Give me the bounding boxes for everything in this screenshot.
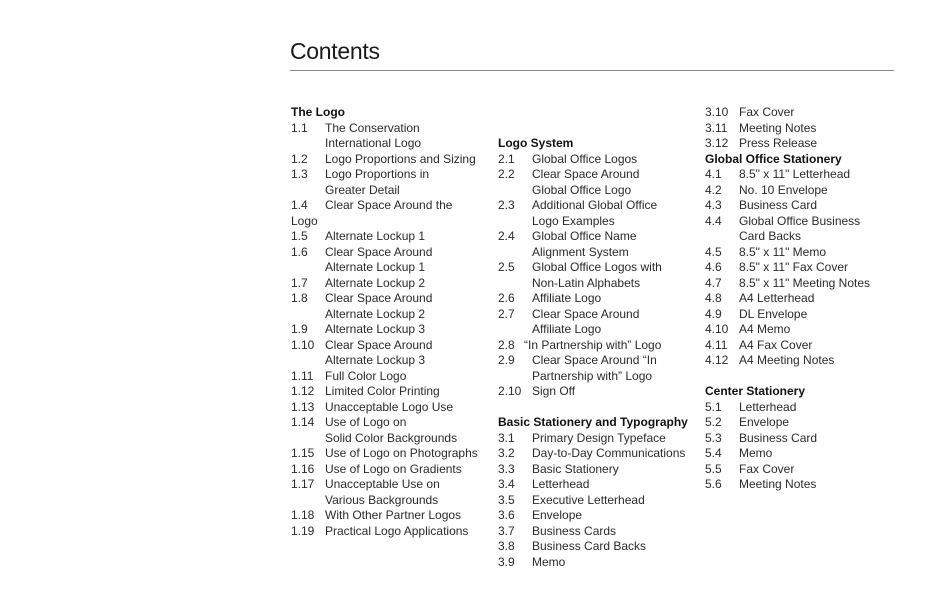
toc-entry-2-7[interactable] bbox=[498, 307, 698, 323]
entry-label: The Conservation bbox=[325, 120, 420, 135]
entry-label: No. 10 Envelope bbox=[739, 182, 828, 197]
entry-number: 4.9 bbox=[705, 306, 722, 321]
toc-entry-2-1[interactable] bbox=[498, 152, 698, 168]
toc-entry-3-8[interactable] bbox=[498, 539, 698, 555]
entry-label: Global Office Logos bbox=[532, 151, 638, 166]
toc-entry-2-6[interactable] bbox=[498, 291, 698, 307]
toc-entry-4-9[interactable] bbox=[705, 307, 905, 323]
toc-entry-5-1[interactable] bbox=[705, 400, 905, 416]
entry-number: 4.4 bbox=[705, 213, 722, 228]
toc-entry-1-2[interactable] bbox=[291, 152, 491, 168]
entry-number: 3.5 bbox=[498, 492, 515, 507]
entry-label: Clear Space Around bbox=[325, 291, 433, 305]
section-heading-basic-stationery: Basic Stationery and Typography bbox=[498, 415, 688, 429]
toc-entry-1-17-cont: Various Backgrounds bbox=[325, 492, 439, 507]
entry-label: Global Office Name bbox=[532, 229, 637, 243]
entry-label: Affiliate Logo bbox=[532, 291, 602, 305]
entry-number: 1.13 bbox=[291, 399, 315, 414]
entry-label: Clear Space Around bbox=[532, 167, 640, 181]
toc-entry-3-9[interactable] bbox=[498, 555, 698, 571]
entry-number: 4.7 bbox=[705, 275, 722, 290]
entry-number: 4.11 bbox=[705, 337, 728, 352]
entry-label: Day-to-Day Communications bbox=[532, 446, 686, 460]
entry-label: Fax Cover bbox=[739, 105, 795, 119]
toc-entry-1-14-cont: Solid Color Backgrounds bbox=[325, 430, 458, 445]
entry-label: A4 Letterhead bbox=[739, 291, 815, 305]
entry-number: 4.5 bbox=[705, 244, 722, 259]
entry-number: 2.1 bbox=[498, 151, 515, 166]
toc-entry-3-1[interactable] bbox=[498, 431, 698, 447]
spacer bbox=[705, 369, 905, 385]
entry-label: Unacceptable Logo Use bbox=[325, 399, 454, 414]
entry-label: Executive Letterhead bbox=[532, 492, 645, 507]
entry-label: With Other Partner Logos bbox=[325, 508, 462, 522]
toc-entry-1-12[interactable] bbox=[291, 384, 491, 400]
toc-entry-4-8[interactable] bbox=[705, 291, 905, 307]
entry-label: Limited Color Printing bbox=[325, 384, 440, 398]
toc-entry-1-8-cont: Alternate Lockup 2 bbox=[325, 306, 426, 321]
toc-entry-2-8[interactable] bbox=[498, 338, 698, 354]
entry-number: 5.3 bbox=[705, 430, 722, 445]
entry-number: 1.11 bbox=[291, 368, 314, 383]
entry-label: Press Release bbox=[739, 136, 818, 150]
entry-number: 3.7 bbox=[498, 523, 515, 538]
toc-entry-1-17[interactable] bbox=[291, 477, 491, 493]
toc-entry-3-11[interactable] bbox=[705, 121, 905, 137]
entry-label: Clear Space Around “In bbox=[532, 353, 657, 367]
toc-entry-4-2[interactable] bbox=[705, 183, 905, 199]
toc-entry-1-8[interactable] bbox=[291, 291, 491, 307]
entry-label: Alternate Lockup 3 bbox=[325, 322, 426, 336]
toc-entry-2-5-cont: Non-Latin Alphabets bbox=[532, 275, 641, 290]
entry-label: Global Office Business bbox=[739, 213, 861, 228]
entry-number: 4.2 bbox=[705, 182, 722, 197]
entry-label: Letterhead bbox=[739, 399, 797, 414]
entry-label: Letterhead bbox=[532, 477, 590, 491]
section-heading-global-office-stationery: Global Office Stationery bbox=[705, 151, 842, 166]
entry-label: Envelope bbox=[532, 508, 583, 522]
title-divider bbox=[290, 70, 894, 71]
entry-number: 4.6 bbox=[705, 260, 722, 274]
entry-number: 2.10 bbox=[498, 384, 522, 398]
toc-entry-2-5[interactable] bbox=[498, 260, 698, 276]
entry-number: 1.17 bbox=[291, 477, 315, 491]
section-heading-the-logo: The Logo bbox=[291, 105, 345, 119]
toc-entry-2-4-cont: Alignment System bbox=[532, 244, 629, 259]
entry-number: 4.3 bbox=[705, 198, 722, 212]
entry-number: 3.4 bbox=[498, 477, 515, 491]
entry-number: 1.7 bbox=[291, 275, 308, 290]
entry-label: Clear Space Around bbox=[532, 306, 640, 321]
entry-label: Meeting Notes bbox=[739, 120, 817, 135]
entry-label: 8.5" x 11" Fax Cover bbox=[739, 260, 849, 274]
toc-entry-3-6[interactable] bbox=[498, 508, 698, 524]
toc-entry-4-4-cont: Card Backs bbox=[739, 229, 802, 243]
toc-entry-1-1-cont: International Logo bbox=[325, 136, 422, 150]
entry-label: 8.5" x 11" Memo bbox=[739, 244, 826, 259]
toc-entry-1-11[interactable] bbox=[291, 369, 491, 385]
toc-entry-3-7[interactable] bbox=[498, 524, 698, 540]
entry-label: Business Card bbox=[739, 198, 818, 212]
spacer bbox=[498, 400, 698, 416]
entry-number: 2.8 bbox=[498, 337, 515, 352]
entry-number: 1.3 bbox=[291, 167, 308, 181]
entry-label: Logo Proportions and Sizing bbox=[325, 151, 476, 166]
toc-column-3 bbox=[705, 105, 905, 493]
entry-number: 4.8 bbox=[705, 291, 722, 305]
entry-number: 2.2 bbox=[498, 167, 515, 181]
toc-entry-4-12[interactable] bbox=[705, 353, 905, 369]
toc-entry-5-4[interactable] bbox=[705, 446, 905, 462]
toc-entry-2-10[interactable] bbox=[498, 384, 698, 400]
entry-label: Clear Space Around the bbox=[325, 198, 453, 212]
entry-number: 3.2 bbox=[498, 446, 515, 460]
toc-entry-3-4[interactable] bbox=[498, 477, 698, 493]
toc-entry-1-9[interactable] bbox=[291, 322, 491, 338]
toc-entry-1-4[interactable] bbox=[291, 198, 491, 214]
entry-label: Fax Cover bbox=[739, 461, 795, 476]
entry-number: 3.3 bbox=[498, 461, 515, 476]
entry-number: 2.3 bbox=[498, 198, 515, 212]
entry-number: 1.10 bbox=[291, 337, 315, 352]
entry-number: 5.6 bbox=[705, 477, 722, 491]
toc-entry-1-10[interactable] bbox=[291, 338, 491, 354]
entry-number: 4.12 bbox=[705, 353, 729, 367]
toc-entry-4-1[interactable] bbox=[705, 167, 905, 183]
toc-entry-1-3-cont: Greater Detail bbox=[325, 182, 400, 197]
toc-entry-1-5[interactable] bbox=[291, 229, 491, 245]
entry-number: 1.19 bbox=[291, 523, 315, 538]
entry-number: 1.1 bbox=[291, 120, 308, 135]
entry-number: 1.2 bbox=[291, 151, 308, 166]
entry-label: Memo bbox=[532, 554, 566, 569]
entry-label: Business Card Backs bbox=[532, 539, 647, 553]
toc-entry-1-10-cont: Alternate Lockup 3 bbox=[325, 353, 426, 367]
toc-entry-3-10[interactable] bbox=[705, 105, 905, 121]
entry-number: 4.1 bbox=[705, 167, 722, 181]
entry-number: 1.16 bbox=[291, 461, 315, 476]
toc-entry-1-14[interactable] bbox=[291, 415, 491, 431]
entry-label: Practical Logo Applications bbox=[325, 523, 469, 538]
toc-entry-2-4[interactable] bbox=[498, 229, 698, 245]
entry-number: 1.15 bbox=[291, 446, 315, 460]
entry-number: 1.6 bbox=[291, 244, 308, 259]
entry-label: Logo Proportions in bbox=[325, 167, 430, 181]
entry-label: Business Card bbox=[739, 430, 818, 445]
toc-entry-2-9-cont: Partnership with” Logo bbox=[532, 368, 653, 383]
entry-label: Use of Logo on bbox=[325, 415, 407, 429]
entry-number: 1.4 bbox=[291, 198, 308, 212]
toc-entry-2-3-cont: Logo Examples bbox=[532, 213, 615, 228]
toc-entry-1-15[interactable] bbox=[291, 446, 491, 462]
entry-number: 3.6 bbox=[498, 508, 515, 522]
entry-number: 2.9 bbox=[498, 353, 515, 367]
toc-entry-1-1[interactable] bbox=[291, 121, 491, 137]
entry-label: DL Envelope bbox=[739, 306, 808, 321]
entry-label: Business Cards bbox=[532, 523, 617, 538]
toc-entry-2-9[interactable] bbox=[498, 353, 698, 369]
toc-entry-5-3[interactable] bbox=[705, 431, 905, 447]
entry-label: 8.5" x 11" Meeting Notes bbox=[739, 275, 871, 290]
entry-number: 5.4 bbox=[705, 446, 722, 460]
entry-label: A4 Fax Cover bbox=[739, 337, 813, 352]
toc-entry-1-13[interactable] bbox=[291, 400, 491, 416]
entry-number: 5.5 bbox=[705, 461, 722, 476]
toc-entry-3-12[interactable] bbox=[705, 136, 905, 152]
toc-entry-1-18[interactable] bbox=[291, 508, 491, 524]
toc-entry-1-6[interactable] bbox=[291, 245, 491, 261]
entry-label: Memo bbox=[739, 446, 773, 460]
entry-label: Additional Global Office bbox=[532, 198, 658, 212]
entry-label: Alternate Lockup 1 bbox=[325, 229, 426, 243]
entry-label: “In Partnership with” Logo bbox=[524, 337, 662, 352]
entry-number: 1.5 bbox=[291, 229, 308, 243]
toc-entry-1-6-cont: Alternate Lockup 1 bbox=[325, 260, 426, 274]
toc-entry-4-11[interactable] bbox=[705, 338, 905, 354]
entry-label: Clear Space Around bbox=[325, 337, 433, 352]
entry-number: 3.10 bbox=[705, 105, 729, 119]
entry-label: A4 Memo bbox=[739, 322, 791, 336]
entry-number: 2.5 bbox=[498, 260, 515, 274]
section-heading-logo-system: Logo System bbox=[498, 136, 574, 150]
toc-entry-2-2[interactable] bbox=[498, 167, 698, 183]
entry-number: 3.9 bbox=[498, 554, 515, 569]
entry-label: Meeting Notes bbox=[739, 477, 817, 491]
entry-number: 1.18 bbox=[291, 508, 315, 522]
section-heading-center-stationery: Center Stationery bbox=[705, 384, 806, 398]
entry-number: 5.1 bbox=[705, 399, 722, 414]
entry-number: 1.12 bbox=[291, 384, 315, 398]
toc-entry-2-2-cont: Global Office Logo bbox=[532, 182, 632, 197]
entry-number: 3.12 bbox=[705, 136, 729, 150]
entry-label: Use of Logo on Gradients bbox=[325, 461, 462, 476]
toc-entry-4-7[interactable] bbox=[705, 276, 905, 292]
toc-column-1 bbox=[291, 105, 491, 539]
entry-number: 4.10 bbox=[705, 322, 729, 336]
toc-entry-4-10[interactable] bbox=[705, 322, 905, 338]
entry-label: A4 Meeting Notes bbox=[739, 353, 835, 367]
entry-label: 8.5" x 11" Letterhead bbox=[739, 167, 851, 181]
toc-entry-3-5[interactable] bbox=[498, 493, 698, 509]
toc-entry-5-2[interactable] bbox=[705, 415, 905, 431]
entry-number: 5.2 bbox=[705, 415, 722, 429]
toc-entry-3-3[interactable] bbox=[498, 462, 698, 478]
entry-label: Unacceptable Use on bbox=[325, 477, 440, 491]
entry-label: Clear Space Around bbox=[325, 244, 433, 259]
entry-label: Full Color Logo bbox=[325, 368, 407, 383]
entry-label: Use of Logo on Photographs bbox=[325, 446, 478, 460]
toc-entry-4-3[interactable] bbox=[705, 198, 905, 214]
toc-entry-4-4[interactable] bbox=[705, 214, 905, 230]
entry-label: Primary Design Typeface bbox=[532, 430, 666, 445]
toc-entry-5-5[interactable] bbox=[705, 462, 905, 478]
entry-number: 3.11 bbox=[705, 120, 728, 135]
entry-number: 3.8 bbox=[498, 539, 515, 553]
entry-label: Sign Off bbox=[532, 384, 576, 398]
toc-entry-5-6[interactable] bbox=[705, 477, 905, 493]
entry-number: 1.14 bbox=[291, 415, 315, 429]
toc-entry-1-16[interactable] bbox=[291, 462, 491, 478]
entry-number: 1.9 bbox=[291, 322, 308, 336]
entry-label: Alternate Lockup 2 bbox=[325, 275, 426, 290]
entry-number: 2.4 bbox=[498, 229, 515, 243]
page-title: Contents bbox=[290, 38, 380, 64]
entry-number: 1.8 bbox=[291, 291, 308, 305]
toc-entry-2-3[interactable] bbox=[498, 198, 698, 214]
toc-entry-1-3[interactable] bbox=[291, 167, 491, 183]
spacer bbox=[498, 121, 698, 137]
toc-column-2 bbox=[498, 105, 698, 570]
entry-label: Envelope bbox=[739, 415, 790, 429]
toc-entry-4-6[interactable] bbox=[705, 260, 905, 276]
entry-number: 2.7 bbox=[498, 306, 515, 321]
entry-number: 2.6 bbox=[498, 291, 515, 305]
entry-label: Global Office Logos with bbox=[532, 260, 662, 274]
toc-entry-2-7-cont: Affiliate Logo bbox=[532, 322, 602, 336]
toc-entry-1-19[interactable] bbox=[291, 524, 491, 540]
toc-entry-4-5[interactable] bbox=[705, 245, 905, 261]
toc-entry-3-2[interactable] bbox=[498, 446, 698, 462]
toc-entry-1-7[interactable] bbox=[291, 276, 491, 292]
entry-number: 3.1 bbox=[498, 430, 515, 445]
toc-entry-1-4-cont: Logo bbox=[291, 213, 318, 228]
spacer bbox=[498, 105, 698, 121]
entry-label: Basic Stationery bbox=[532, 461, 619, 476]
